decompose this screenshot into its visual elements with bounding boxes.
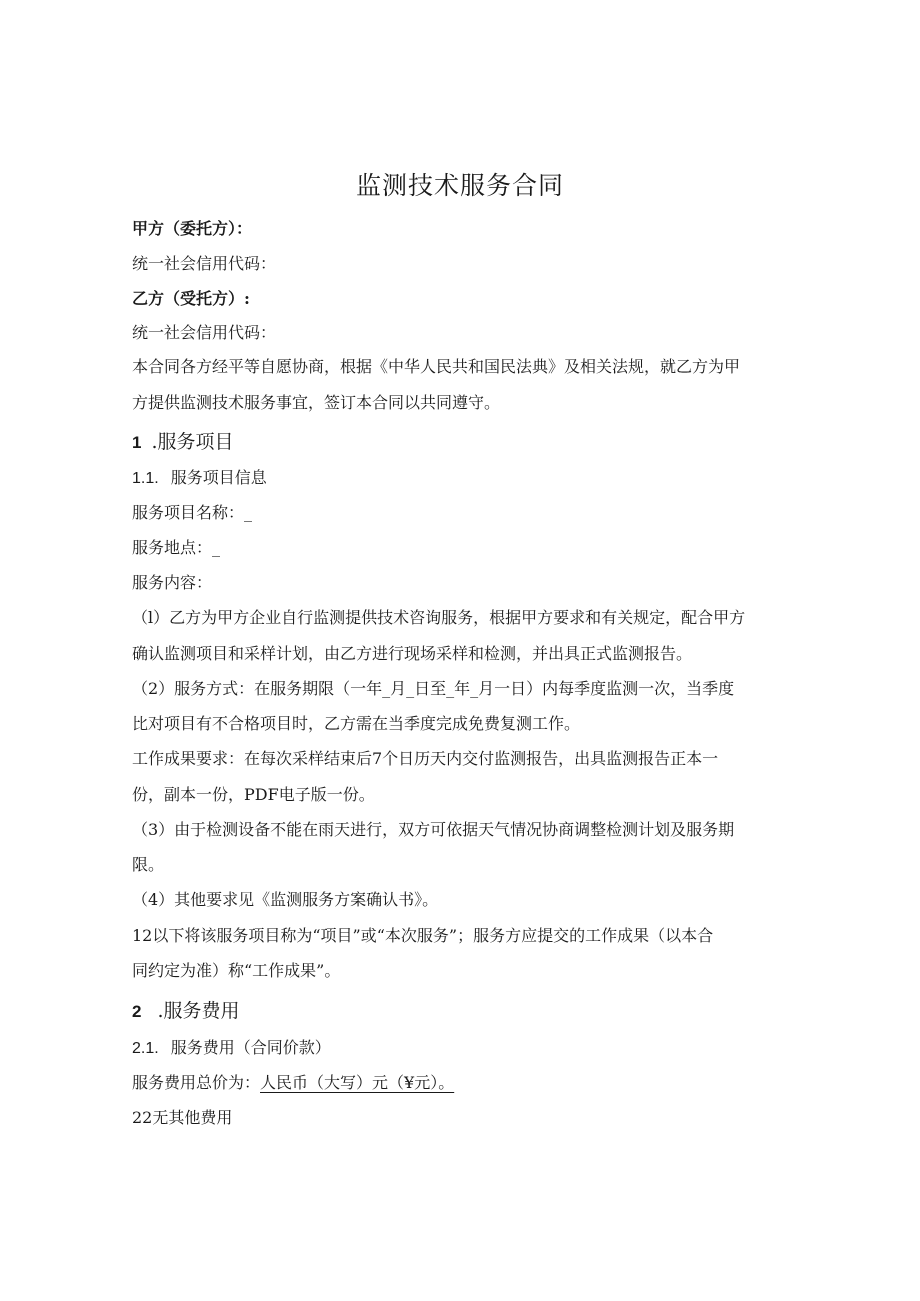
service-location-field: 服务地点：_ xyxy=(132,538,221,557)
document-title: 监测技术服务合同 xyxy=(355,171,564,200)
party-a-label: 甲方（委托方）： xyxy=(132,219,253,238)
section-1-heading xyxy=(132,431,792,454)
subsection-2-1-number: 2.1. xyxy=(132,1040,159,1057)
party-b-label: 乙方（受托方）: xyxy=(132,289,250,308)
total-fee-label: 服务费用总价为： xyxy=(132,1073,261,1092)
party-a-credit-code: 统一社会信用代码： xyxy=(132,254,277,273)
clause-1-2-line-2: 同约定为准）称“工作成果”。 xyxy=(132,961,341,980)
total-fee-value: 人民币（大写）元（¥元）。 xyxy=(260,1073,455,1092)
section-1-title: .服务项目 xyxy=(151,431,234,453)
service-item-3-line-2: 限。 xyxy=(132,855,165,874)
clause-2-2: 22无其他费用 xyxy=(132,1108,233,1127)
section-1-number: 1 xyxy=(132,433,142,452)
subsection-2-1-heading xyxy=(132,1037,792,1060)
service-item-4: （4）其他要求见《监测服务方案确认书》。 xyxy=(132,890,439,909)
work-result-line-2: 份，副本一份，PDF电子版一份。 xyxy=(132,785,375,804)
subsection-1-1-heading xyxy=(132,467,792,490)
project-name-field: 服务项目名称：_ xyxy=(132,503,253,522)
intro-paragraph-line-2: 方提供监测技术服务事宜，签订本合同以共同遵守。 xyxy=(132,393,501,412)
work-result-line-1: 工作成果要求：在每次采样结束后7个日历天内交付监测报告，出具监测报告正本一 xyxy=(132,749,719,768)
service-item-1-line-2: 确认监测项目和采样计划，由乙方进行现场采样和检测，并出具正式监测报告。 xyxy=(132,644,693,663)
subsection-2-1-title: 服务费用（合同价款） xyxy=(170,1038,331,1057)
subsection-1-1-number: 1.1. xyxy=(132,470,159,487)
section-2-title: .服务费用 xyxy=(157,1000,240,1022)
subsection-1-1-title: 服务项目信息 xyxy=(170,468,267,487)
service-item-3-line-1: （3）由于检测设备不能在雨天进行，双方可依据天气情况协商调整检测计划及服务期 xyxy=(132,820,735,839)
total-fee-line xyxy=(132,1072,792,1094)
service-item-1-line-1: （l）乙方为甲方企业自行监测提供技术咨询服务，根据甲方要求和有关规定，配合甲方 xyxy=(132,608,746,627)
service-item-2-line-1: （2）服务方式：在服务期限（一年_月_日至_年_月一日）内每季度监测一次，当季度 xyxy=(132,679,735,698)
intro-paragraph-line-1: 本合同各方经平等自愿协商，根据《中华人民共和国民法典》及相关法规，就乙方为甲 xyxy=(132,357,741,376)
service-item-2-line-2: 比对项目有不合格项目时，乙方需在当季度完成免费复测工作。 xyxy=(132,714,581,733)
clause-1-2-line-1: 12以下将该服务项目称为“项目”或“本次服务”；服务方应提交的工作成果（以本合 xyxy=(132,926,714,945)
service-content-label: 服务内容： xyxy=(132,573,213,592)
section-2-number: 2 xyxy=(132,1002,142,1021)
party-b-credit-code: 统一社会信用代码： xyxy=(132,323,277,342)
section-2-heading xyxy=(132,1000,792,1023)
